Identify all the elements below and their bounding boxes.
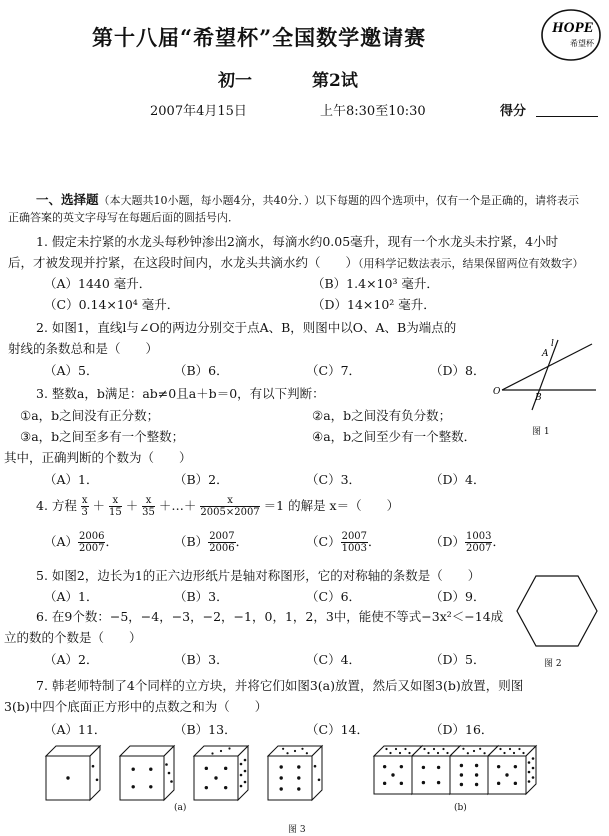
dice-pip (132, 785, 135, 788)
dice-pip (473, 750, 475, 752)
figure-2-caption: 图 2 (544, 659, 562, 669)
dice-pip (280, 776, 283, 779)
dice-pip (205, 767, 208, 770)
q4-fraction-3 (142, 495, 155, 518)
dice-pip (514, 782, 517, 785)
figure-3b-caption: (b) (454, 803, 467, 813)
q2-line2: 射线的条数总和是（ ） (8, 341, 159, 356)
exam-date: 2007年4月15日 (150, 104, 247, 119)
dice-pip (383, 765, 386, 768)
figure-2-hexagon (516, 574, 598, 648)
dice-pip (149, 768, 152, 771)
dice-pip (149, 785, 152, 788)
dice-pip (280, 787, 283, 790)
dice-pip (286, 752, 288, 754)
q5-option-d: （D）9． (430, 589, 486, 604)
dice-pip (509, 748, 511, 750)
q3-option-d: （D）4． (430, 472, 486, 487)
q4-c-label: （C） (306, 534, 341, 549)
q3-option-c: （C）3． (306, 472, 362, 487)
dice-pip (399, 752, 401, 754)
dice-pip (170, 780, 173, 783)
dice-pip (460, 764, 463, 767)
dice-pip (422, 766, 425, 769)
label-l: l (551, 339, 554, 349)
q1-option-d: （D）14×10² 毫升． (312, 297, 436, 312)
dice-pip (96, 779, 99, 782)
dice-pip (514, 765, 517, 768)
q4-f1-num: x (81, 495, 88, 506)
dice-pip (433, 748, 435, 750)
cube-a4 (268, 746, 322, 800)
q4-d-label: （D） (430, 534, 466, 549)
dice-pip (522, 752, 524, 754)
q2-line1: 2. 如图1，直线l与∠O的两边分别交于点A、B，则图中以O、A、B为端点的 (36, 320, 457, 335)
dice-pip (462, 748, 464, 750)
q5-line1: 5. 如图2，边长为1的正六边形纸片是轴对称图形，它的对称轴的条数是（ ） (36, 568, 481, 583)
q7-option-c: （C）14． (306, 722, 369, 737)
dice-pip (437, 781, 440, 784)
q1-option-a: （A）1440 毫升． (44, 276, 152, 291)
q6-line2: 立的数的个数是（ ） (4, 630, 142, 645)
q6-option-c: （C）4． (306, 652, 362, 667)
q4-f3-num: x (142, 495, 155, 507)
dice-pip (228, 747, 230, 749)
q3-line2: 其中，正确判断的个数为（ ） (4, 450, 192, 465)
dice-pip (427, 752, 429, 754)
q3-claim-2: ②a，b之间没有负分数； (312, 408, 452, 423)
dice-pip (532, 767, 535, 770)
figure-3a-cubes (44, 742, 334, 800)
dice-pip (442, 748, 444, 750)
q4-a-num: 2006 (79, 531, 105, 542)
dice-pip (423, 748, 425, 750)
q4-a-den: 2007 (79, 543, 105, 554)
label-a: A (542, 349, 549, 359)
dice-pip (282, 748, 284, 750)
q4-f1-den: 3 (81, 507, 88, 518)
dice-pip (513, 752, 515, 754)
dice-pip (475, 783, 478, 786)
cube-a2 (120, 746, 174, 800)
dice-pip (244, 781, 247, 784)
dice-pip (518, 748, 520, 750)
q4-fraction-2 (109, 495, 122, 518)
q4-prefix: 4. 方程 (36, 498, 77, 513)
dice-pip (483, 752, 485, 754)
dice-pip (294, 750, 296, 752)
dice-pip (395, 748, 397, 750)
dice-pip (168, 772, 171, 775)
q5-option-a: （A）1． (44, 589, 99, 604)
dice-pip (306, 752, 308, 754)
section-heading (36, 190, 579, 208)
dice-pip (301, 748, 303, 750)
dice-pip (280, 765, 283, 768)
q4-b-num: 2007 (209, 531, 235, 542)
dice-pip (400, 782, 403, 785)
q4-b-label: （B） (174, 534, 209, 549)
q6-option-b: （B）3． (174, 652, 229, 667)
dice-pip (389, 752, 391, 754)
q6-option-a: （A）2． (44, 652, 99, 667)
q4-f3-den: 35 (142, 507, 155, 518)
dice-pip (297, 787, 300, 790)
q4-equation: 4. 方程 $\frac{x}{3}$ ＋ $\frac{x}{15}$ ＋ $\frac{x}{35}$ ＋…＋ $\frac{x}{2005\times 2007}$ ＝1 的解是 x＝（ ） (36, 495, 400, 518)
dice-pip (499, 748, 501, 750)
q4-option-b: （B） $\frac{2007}{2006}$ ． (174, 531, 249, 554)
q4-b-den: 2006 (209, 543, 235, 554)
q4-option-d: （D） $\frac{1003}{2007}$ ． (430, 531, 505, 554)
q1-line2 (8, 253, 584, 271)
dice-pip (400, 765, 403, 768)
q4-c-den: 1003 (341, 543, 368, 554)
q4-d-den: 2007 (466, 543, 492, 554)
q3-option-a: （A）1． (44, 472, 99, 487)
section-heading-text: 一、选择题 (36, 192, 99, 207)
label-b: B (535, 393, 542, 403)
q7-option-b: （B）13． (174, 722, 237, 737)
q3-claim-1: ①a，b之间没有正分数； (20, 408, 160, 423)
q1-option-b: （B）1.4×10³ 毫升． (312, 276, 439, 291)
q4-suffix: ＝1 的解是 x＝（ ） (263, 498, 400, 513)
dice-pip (391, 773, 394, 776)
cube-b4 (488, 746, 536, 794)
figure-1-angle (488, 338, 600, 416)
dice-pip (220, 750, 222, 752)
figure-1-caption: 图 1 (532, 427, 550, 437)
logo-text: HOPE (552, 20, 594, 36)
q1-line2-text: 后，才被发现并拧紧，在这段时间内，水龙头共滴水约（ ） (8, 255, 359, 270)
q7-line2: 3(b)中四个底面正方形中的点数之和为（ ） (4, 699, 268, 714)
figure-3-caption: 图 3 (288, 825, 306, 835)
dice-pip (528, 771, 531, 774)
q2-option-d: （D）8． (430, 363, 486, 378)
q5-option-b: （B）3． (174, 589, 229, 604)
section-instruction-1: （本大题共10小题，每小题4分，共40分．）以下每题的四个选项中，仅有一个是正确的，请将表示 (98, 194, 580, 207)
dice-pip (383, 782, 386, 785)
q1-note: （用科学记数法表示，结果保留两位有效数字） (358, 257, 584, 270)
dice-pip (404, 748, 406, 750)
dice-pip (528, 761, 531, 764)
exam-time: 上午8:30至10:30 (320, 104, 426, 119)
dice-pip (297, 765, 300, 768)
q4-f2-num: x (109, 495, 122, 507)
q6-line1: 6. 在9个数：−5，−4，−3，−2，−1，0，1，2，3中，能使不等式−3x²＜−14成 (36, 609, 504, 624)
q4-d-num: 1003 (466, 531, 492, 542)
dice-pip (214, 776, 217, 779)
dice-pip (467, 752, 469, 754)
dice-pip (314, 765, 317, 768)
q4-option-a: （A） $\frac{2006}{2007}$ ． (44, 531, 118, 554)
dice-pip (224, 786, 227, 789)
dice-pip (224, 767, 227, 770)
q5-option-c: （C）6． (306, 589, 362, 604)
q7-line1: 7. 韩老师特制了4个同样的立方块，并将它们如图3(a)放置，然后又如图3(b)放置，则图 (36, 678, 524, 693)
dice-pip (475, 773, 478, 776)
q1-option-c: （C）0.14×10⁴ 毫升． (44, 297, 180, 312)
dice-pip (211, 752, 213, 754)
dice-pip (92, 765, 95, 768)
dice-pip (318, 779, 321, 782)
page-title: 第十八届“希望杯”全国数学邀请赛 (92, 25, 427, 50)
q4-f4-num: x (200, 495, 259, 507)
dice-pip (446, 752, 448, 754)
dice-pip (532, 757, 535, 760)
dice-pip (422, 781, 425, 784)
q3-option-b: （B）2． (174, 472, 229, 487)
q4-f2-den: 15 (108, 507, 122, 518)
dice-pip (132, 768, 135, 771)
q2-option-c: （C）7． (306, 363, 362, 378)
hope-logo (540, 8, 602, 62)
score-label: 得分 (500, 104, 527, 119)
q4-fraction-1 (81, 495, 89, 518)
dice-pip (532, 776, 535, 779)
dice-pip (66, 776, 69, 779)
grade-label: 初一 (218, 71, 252, 91)
dice-pip (505, 773, 508, 776)
dice-pip (437, 752, 439, 754)
q7-option-a: （A）11． (44, 722, 107, 737)
dice-pip (437, 766, 440, 769)
dice-pip (460, 773, 463, 776)
q3-line1: 3. 整数a，b满足：ab≠0且a＋b＝0，有以下判断： (36, 386, 325, 401)
dice-pip (460, 783, 463, 786)
dice-pip (408, 752, 410, 754)
label-o: O (493, 387, 501, 397)
q2-option-b: （B）6． (174, 363, 229, 378)
dice-pip (244, 759, 247, 762)
dice-pip (297, 776, 300, 779)
dice-pip (528, 780, 531, 783)
dice-pip (479, 748, 481, 750)
q7-option-d: （D）16． (430, 722, 494, 737)
q3-claim-3: ③a，b之间至多有一个整数； (20, 429, 185, 444)
q3-claim-4: ④a，b之间至少有一个整数． (312, 429, 477, 444)
q4-dots: ＋…＋ (158, 498, 197, 513)
q1-line1: 1. 假定未拧紧的水龙头每秒钟渗出2滴水，每滴水约0.05毫升，现有一个水龙头未拧紧，4小时 (36, 234, 559, 249)
figure-3a-caption: (a) (174, 803, 187, 813)
q4-fraction-4 (200, 495, 259, 518)
score-field[interactable] (536, 116, 598, 117)
dice-pip (497, 782, 500, 785)
dice-pip (244, 770, 247, 773)
dice-pip (240, 774, 243, 777)
dice-pip (240, 785, 243, 788)
dice-pip (503, 752, 505, 754)
section-instruction-2: 正确答案的英文字母写在每题后面的圆括号内． (8, 211, 239, 224)
logo-subtext: 希望杯 (570, 39, 594, 48)
cube-a1 (46, 746, 100, 800)
dice-pip (497, 765, 500, 768)
cube-a3 (194, 746, 248, 800)
dice-pip (240, 763, 243, 766)
round-label: 第2试 (312, 71, 358, 91)
figure-3b-cubes (372, 742, 572, 800)
q4-c-num: 2007 (341, 531, 368, 542)
dice-pip (205, 786, 208, 789)
q4-a-label: （A） (44, 534, 79, 549)
q2-option-a: （A）5． (44, 363, 99, 378)
q4-option-c: （C） $\frac{2007}{1003}$ ． (306, 531, 381, 554)
dice-pip (385, 748, 387, 750)
q6-option-d: （D）5． (430, 652, 486, 667)
dice-pip (475, 764, 478, 767)
dice-pip (165, 763, 168, 766)
q4-f4-den: 2005×2007 (200, 507, 260, 518)
